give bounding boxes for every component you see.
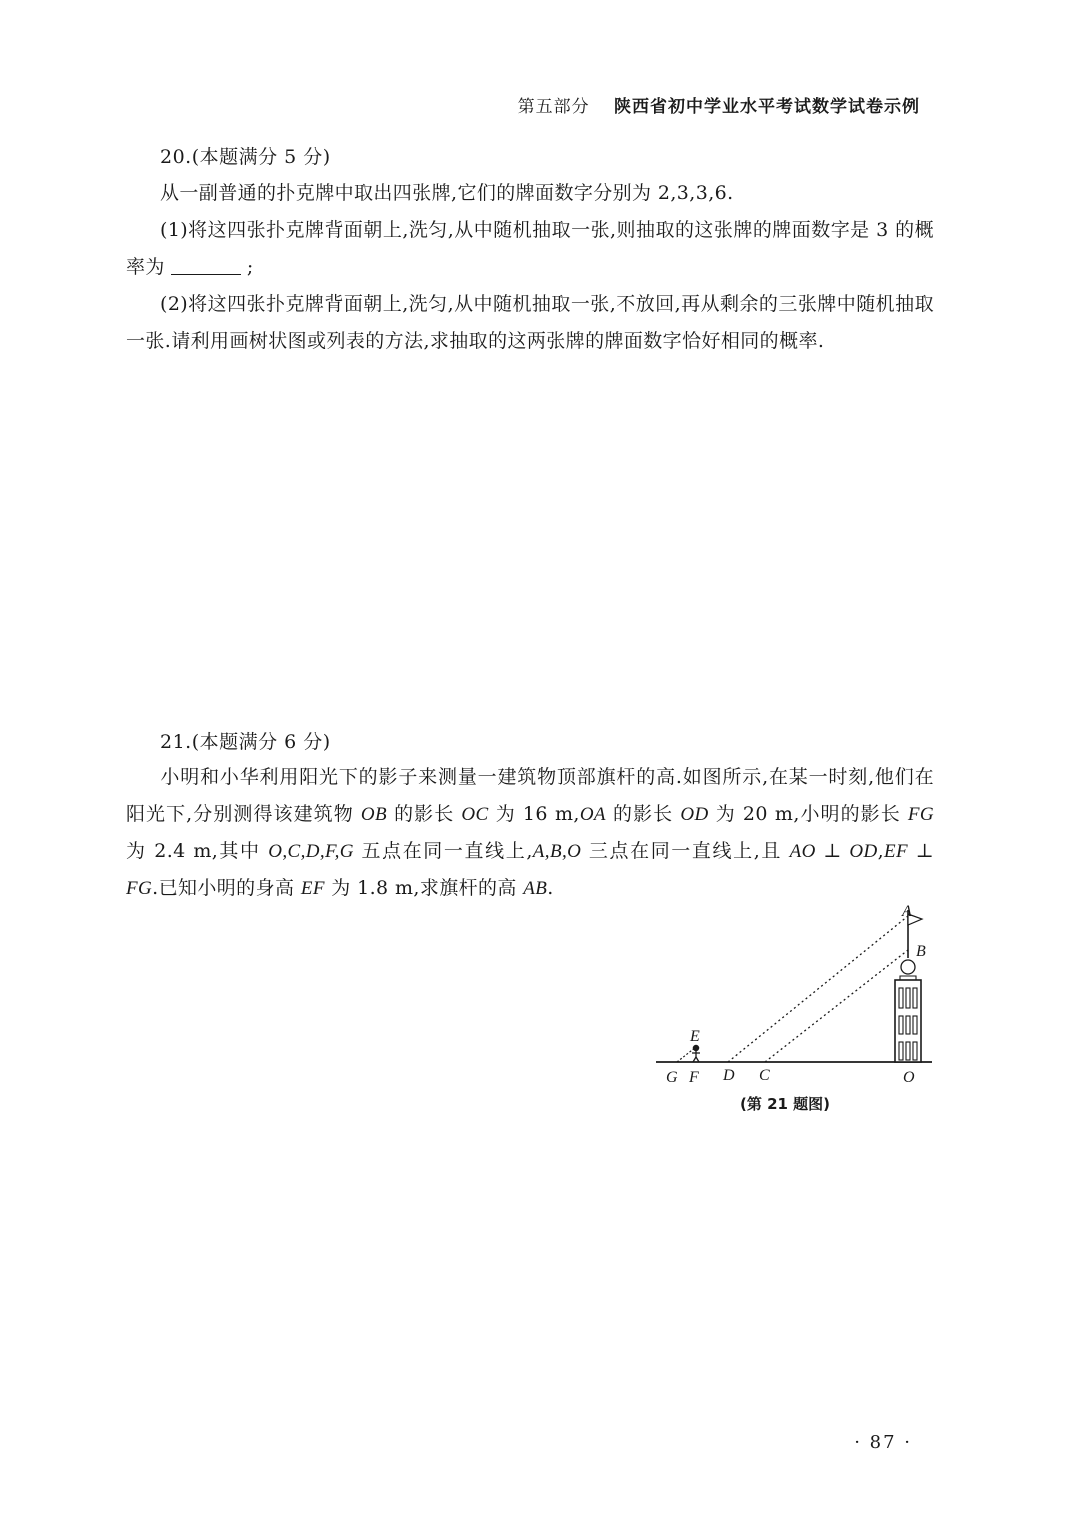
math-var: OC — [461, 804, 489, 825]
header-title: 陕西省初中学业水平考试数学试卷示例 — [614, 97, 920, 117]
label-D: D — [723, 1067, 735, 1084]
math-var: FG — [907, 804, 934, 825]
label-O: O — [903, 1069, 915, 1086]
math-var: O,C,D,F,G — [268, 841, 354, 862]
math-var: A,B,O — [532, 841, 582, 862]
label-C: C — [759, 1067, 770, 1084]
perpendicular-symbol: ⊥ — [908, 840, 934, 862]
math-var: OD — [849, 841, 878, 862]
label-A: A — [902, 903, 912, 920]
label-B: B — [916, 943, 926, 960]
page-number: · 87 · — [854, 1432, 912, 1453]
answer-blank[interactable] — [171, 273, 241, 275]
math-var: AO — [789, 841, 816, 862]
math-var: EF — [300, 878, 325, 899]
q21-figure — [650, 900, 940, 1125]
math-var: FG — [126, 878, 153, 899]
q20-part1 — [126, 212, 934, 286]
page-header — [518, 92, 920, 117]
q21-text: 小明和小华利用阳光下的影子来测量一建筑物顶部旗杆的高.如图所示,在某一时刻,他们在阳光下,分别测得该建筑物 — [126, 766, 934, 825]
figure-caption: (第 21 题图) — [740, 1095, 831, 1113]
math-var: EF — [884, 841, 909, 862]
header-part: 第五部分 — [517, 97, 590, 117]
q21-stem — [126, 759, 934, 907]
q20-part2-text: (2)将这四张扑克牌背面朝上,洗匀,从中随机抽取一张,不放回,再从剩余的三张牌中随机抽取一张.请利用画树状图或列表的方法,求抽取的这两张牌的牌面数字恰好相同的概率. — [126, 293, 934, 352]
q20-part2 — [126, 286, 934, 360]
q20-part1-end: ; — [246, 256, 254, 278]
q20-part1-text: (1)将这四张扑克牌背面朝上,洗匀,从中随机抽取一张,则抽取的这张牌的牌面数字是 3 的概率为 — [126, 219, 934, 278]
q21-text: 五点在同一直线上, — [353, 840, 533, 862]
q21-text: 的影长 — [387, 803, 462, 825]
q21-text: 为 2.4 m,其中 — [126, 840, 269, 862]
q21-text: 为 1.8 m,求旗杆的高 — [324, 877, 524, 899]
q21-text: 的影长 — [605, 803, 681, 825]
math-var: OA — [579, 804, 606, 825]
math-var: AB — [523, 878, 548, 899]
q20-stem-text: 从一副普通的扑克牌中取出四张牌,它们的牌面数字分别为 2,3,3,6. — [160, 182, 734, 204]
person-icon — [692, 1045, 700, 1062]
label-F: F — [689, 1069, 699, 1086]
q20-stem — [126, 175, 934, 212]
math-var: OB — [360, 804, 388, 825]
perpendicular-symbol: ⊥ — [815, 840, 850, 862]
dome-icon — [901, 960, 915, 974]
ray-AD — [728, 916, 908, 1062]
q21-text: 为 20 m,小明的影长 — [708, 803, 908, 825]
q20-heading: 20.(本题满分 5 分) — [160, 146, 331, 168]
shadow-diagram — [650, 900, 940, 1090]
label-G: G — [666, 1069, 678, 1086]
q21-text: 三点在同一直线上,且 — [581, 840, 790, 862]
q21-text: . — [547, 877, 554, 899]
q21-text: .已知小明的身高 — [152, 877, 301, 899]
q21-text: , — [877, 840, 885, 862]
q21-heading: 21.(本题满分 6 分) — [160, 731, 331, 753]
math-var: OD — [680, 804, 709, 825]
q21-text: 为 16 m, — [488, 803, 580, 825]
ray-BC — [765, 950, 908, 1062]
label-E: E — [690, 1028, 700, 1045]
